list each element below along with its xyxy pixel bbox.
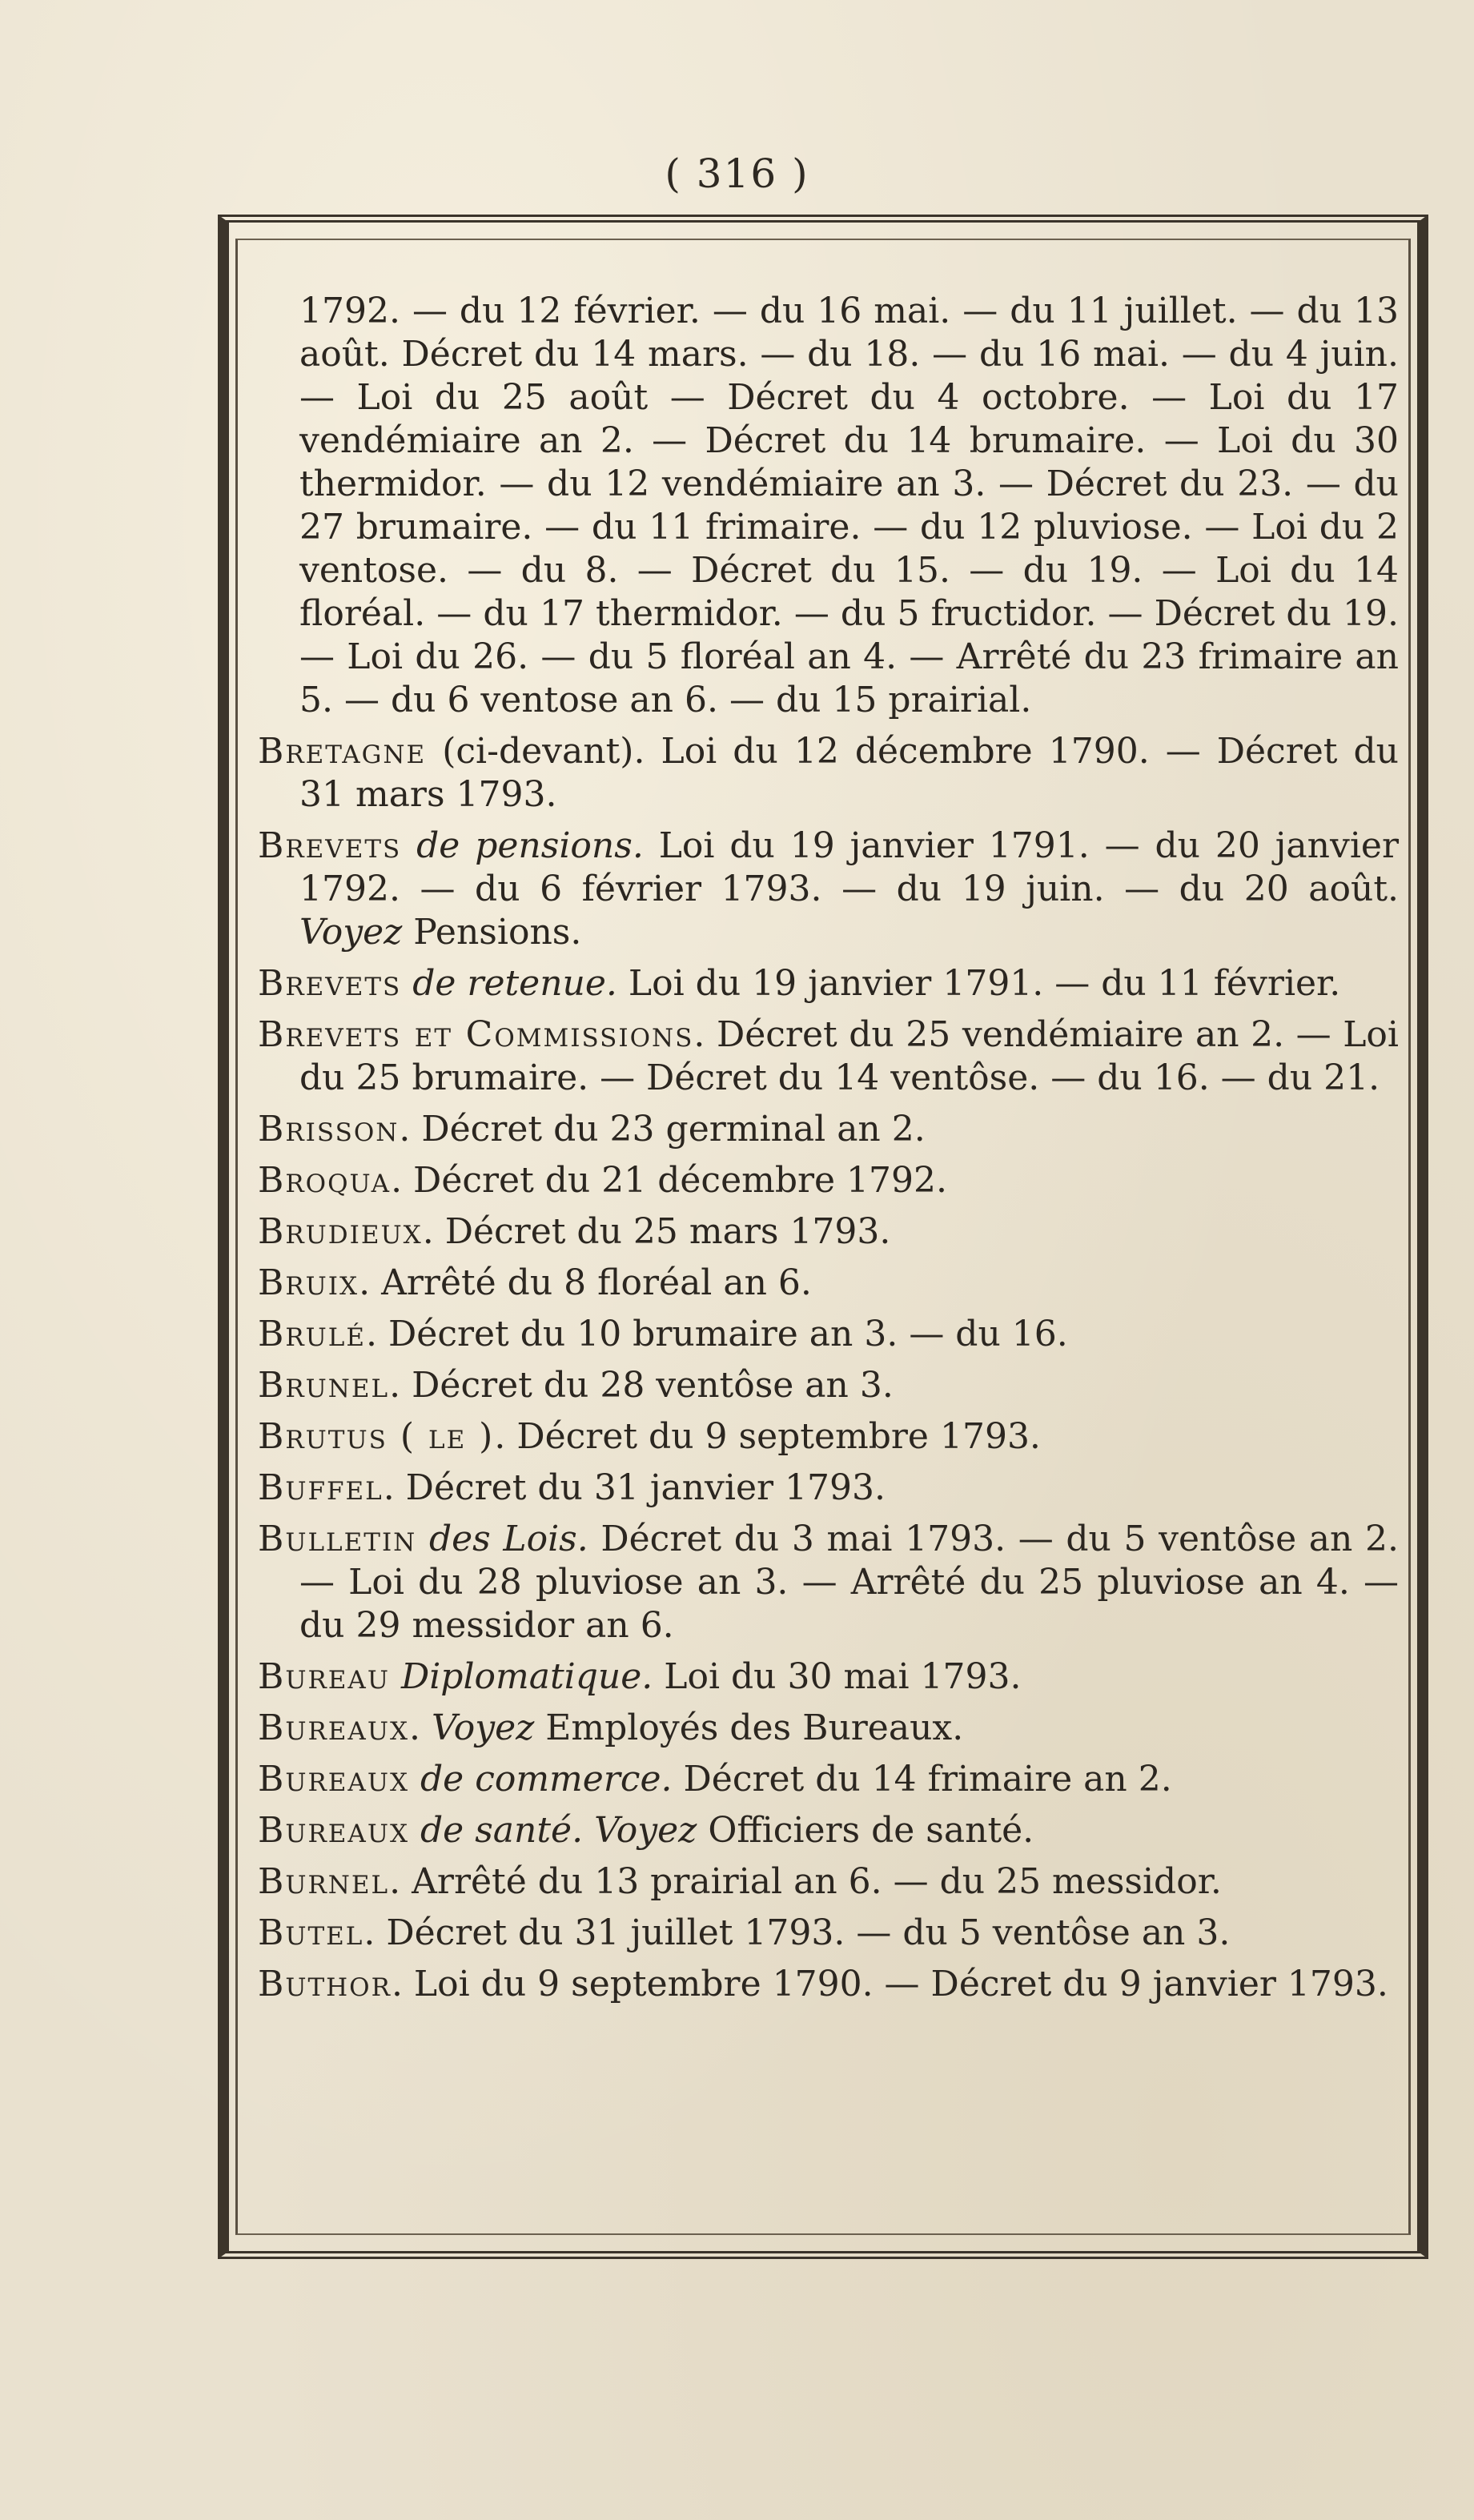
entry-references: . Décret du 10 brumaire an 3. — du 16. xyxy=(366,1314,1068,1354)
entry-see-also-target: Employés des Bureaux. xyxy=(534,1707,964,1748)
entry-references: . xyxy=(409,1707,432,1748)
entry-heading: Bretagne xyxy=(258,731,427,772)
entry-subheading: de pensions. xyxy=(401,825,644,866)
entry-references: . Décret du 25 mars 1793. xyxy=(422,1211,891,1252)
index-entries xyxy=(258,290,1399,2014)
entry-subheading: de santé. xyxy=(409,1810,584,1851)
continued-entry xyxy=(258,290,1399,722)
entry-see-also: Voyez xyxy=(432,1707,535,1748)
index-entry xyxy=(258,1415,1399,1459)
page-number: ( 316 ) xyxy=(665,150,809,197)
index-entry xyxy=(258,1364,1399,1407)
entry-heading: Bulletin xyxy=(258,1519,417,1559)
entry-references: . Décret du 21 décembre 1792. xyxy=(391,1160,948,1201)
entry-references: . Arrêté du 8 floréal an 6. xyxy=(359,1262,812,1303)
entry-heading: Bureaux xyxy=(258,1810,410,1851)
index-entry xyxy=(258,962,1399,1005)
entry-subheading: des Lois. xyxy=(416,1519,588,1559)
entry-references: . Décret du 31 janvier 1793. xyxy=(383,1467,886,1508)
index-entry xyxy=(258,1963,1399,2006)
entry-heading: Brulé xyxy=(258,1314,367,1354)
index-entry xyxy=(258,1655,1399,1699)
entry-references xyxy=(583,1810,594,1851)
entry-heading: Broqua xyxy=(258,1160,392,1201)
index-entry xyxy=(258,1313,1399,1356)
index-entry xyxy=(258,730,1399,817)
entry-see-also-target: Officiers de santé. xyxy=(697,1810,1034,1851)
entry-heading: Bureau xyxy=(258,1656,390,1697)
entry-heading: Brutus ( le ) xyxy=(258,1416,495,1457)
entry-heading: Bureaux xyxy=(258,1759,410,1800)
index-entry xyxy=(258,1210,1399,1254)
entry-heading: Buffel xyxy=(258,1467,384,1508)
index-entry xyxy=(258,1108,1399,1151)
entry-heading: Buthor xyxy=(258,1964,392,2004)
entry-heading: Brevets xyxy=(258,963,402,1004)
entry-references: Loi du 19 janvier 1791. — du 20 janvier 1792. — du 6 février 1793. — du 19 juin. — du 20 août. xyxy=(299,825,1399,909)
index-entry xyxy=(258,1262,1399,1305)
entry-heading: Butel xyxy=(258,1912,364,1953)
entry-references: . Décret du 28 ventôse an 3. xyxy=(389,1365,894,1406)
index-entry xyxy=(258,1809,1399,1852)
entry-heading: Burnel xyxy=(258,1861,390,1902)
entry-heading: Brevets et Commissions xyxy=(258,1014,694,1055)
entry-references: Décret du 3 mai 1793. — du 5 ventôse an 2. — Loi du 28 pluviose an 3. — Arrêté du 25 pluviose an 4. — du 29 messidor an 6. xyxy=(299,1519,1399,1646)
entry-heading: Bureaux xyxy=(258,1707,410,1748)
entry-subheading: de commerce. xyxy=(409,1759,673,1800)
entry-references: Loi du 19 janvier 1791. — du 11 février. xyxy=(617,963,1341,1004)
entry-subheading: Diplomatique. xyxy=(389,1656,653,1697)
entry-references: . Loi du 9 septembre 1790. — Décret du 9 janvier 1793. xyxy=(391,1964,1388,2004)
index-entry xyxy=(258,825,1399,954)
index-entry xyxy=(258,1159,1399,1202)
index-entry xyxy=(258,1013,1399,1100)
entry-heading: Bruix xyxy=(258,1262,359,1303)
entry-references: . Décret du 9 septembre 1793. xyxy=(494,1416,1041,1457)
index-entry xyxy=(258,1467,1399,1510)
entry-references: . Arrêté du 13 prairial an 6. — du 25 messidor. xyxy=(389,1861,1222,1902)
index-entry xyxy=(258,1518,1399,1647)
entry-heading: Brevets xyxy=(258,825,402,866)
entry-heading: Brudieux xyxy=(258,1211,423,1252)
continued-entry-text: 1792. — du 12 février. — du 16 mai. — du 11 juillet. — du 13 août. Décret du 14 mars. — du 18. — du 16 mai. — du 4 juin. — Loi du 25 août — Décret du 4 octobre. — Loi du 17 vendémiaire an 2. — Décret du 14 brumaire. — Loi du 30 thermidor. — du 12 vendémiaire an 3. — Décret du 23. — du 27 brumaire. — du 11 frimaire. — du 12 pluviose. — Loi du 2 ventose. — du 8. — Décret du 15. — du 19. — Loi du 14 floréal. — du 17 thermidor. — du 5 fructidor. — Décret du 19. — Loi du 26. — du 5 floréal an 4. — Arrêté du 23 frimaire an 5. — du 6 ventose an 6. — du 15 prairial. xyxy=(299,291,1399,720)
entry-references: Décret du 14 frimaire an 2. xyxy=(672,1759,1172,1800)
entry-heading: Brisson xyxy=(258,1109,400,1150)
index-entry xyxy=(258,1912,1399,1955)
entry-references: . Décret du 25 vendémiaire an 2. — Loi du 25 brumaire. — Décret du 14 ventôse. — du 16. — du 21. xyxy=(299,1014,1399,1098)
index-entry xyxy=(258,1860,1399,1904)
entry-see-also-target: Pensions. xyxy=(402,912,582,953)
entry-heading: Brunel xyxy=(258,1365,390,1406)
entry-see-also: Voyez xyxy=(594,1810,697,1851)
entry-references: . Décret du 23 germinal an 2. xyxy=(399,1109,926,1150)
entry-references: (ci-devant). Loi du 12 décembre 1790. — Décret du 31 mars 1793. xyxy=(299,731,1399,815)
entry-references: Loi du 30 mai 1793. xyxy=(653,1656,1022,1697)
entry-subheading: de retenue. xyxy=(401,963,617,1004)
entry-references: . Décret du 31 juillet 1793. — du 5 ventôse an 3. xyxy=(363,1912,1231,1953)
index-entry xyxy=(258,1707,1399,1750)
entry-see-also: Voyez xyxy=(299,912,403,953)
index-entry xyxy=(258,1758,1399,1801)
